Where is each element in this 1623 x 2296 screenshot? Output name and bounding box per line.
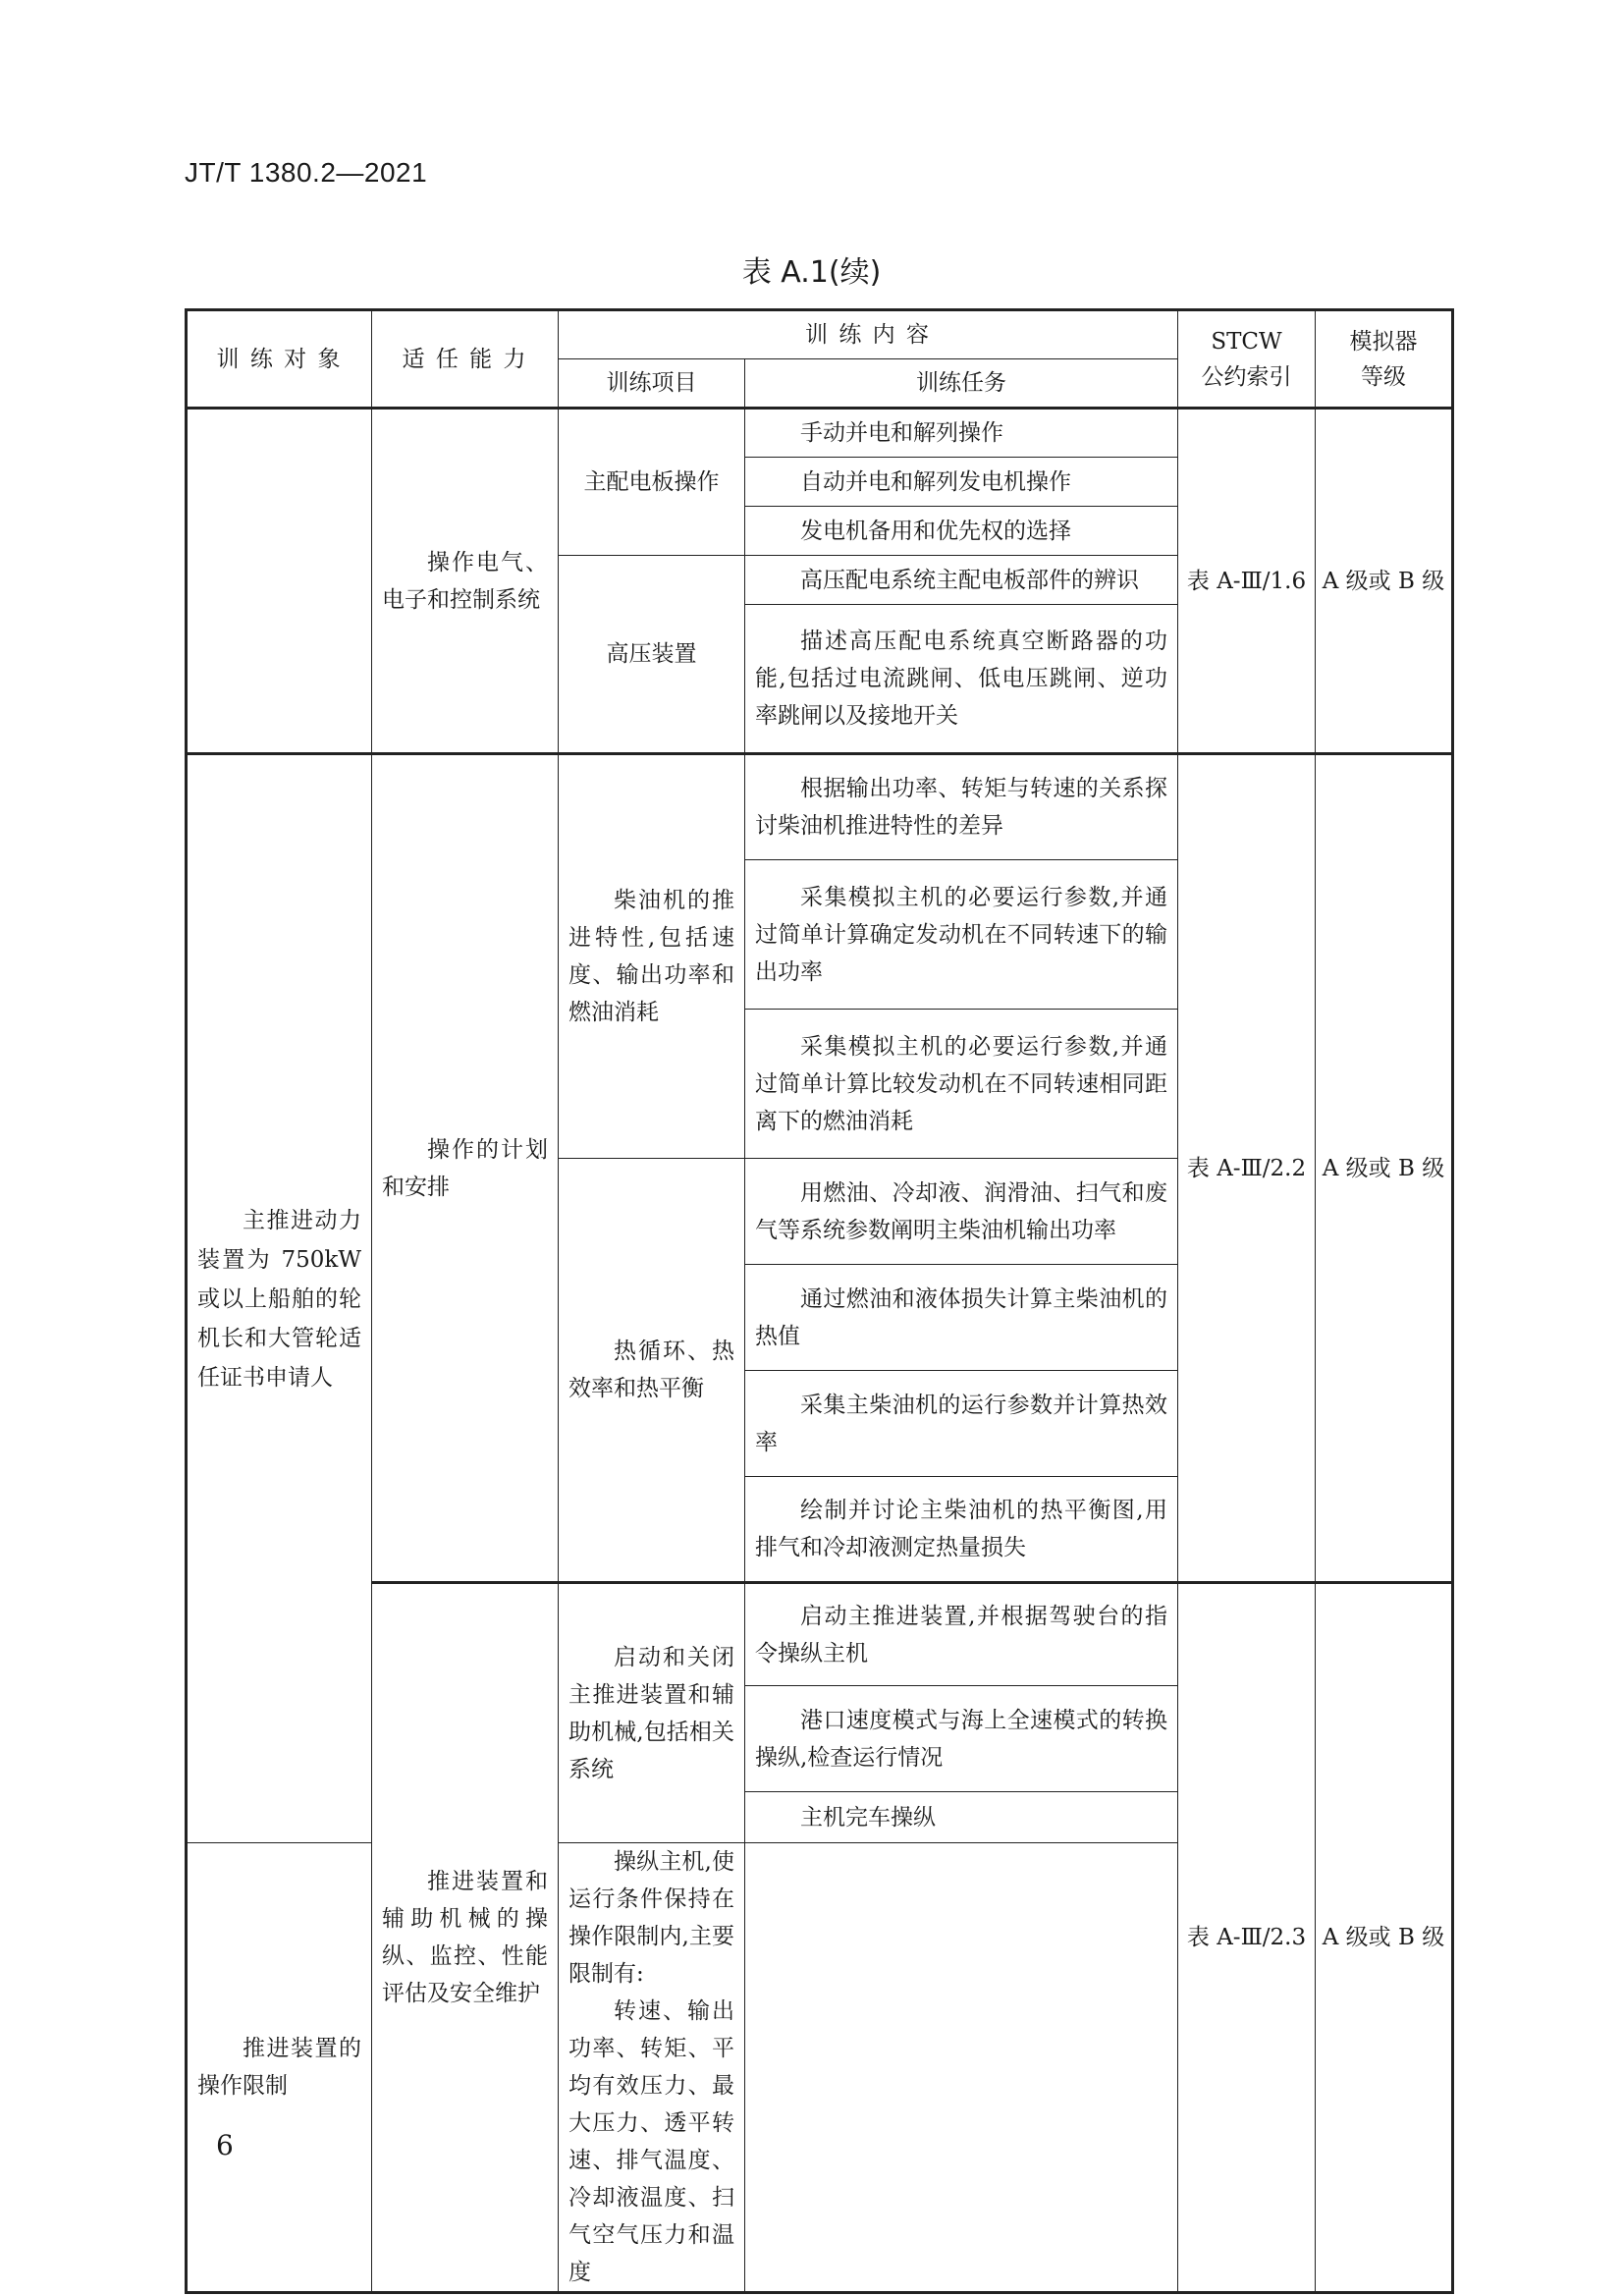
task-cell: 采集主柴油机的运行参数并计算热效率	[745, 1371, 1178, 1477]
object-cell: 主推进动力装置为 750kW 或以上船舶的轮机长和大管轮适任证书申请人	[187, 754, 372, 1843]
grade-cell: A 级或 B 级	[1316, 754, 1453, 1583]
header-task: 训练任务	[745, 359, 1178, 409]
object-cell-empty	[187, 409, 372, 754]
stcw-cell: 表 A-Ⅲ/2.2	[1178, 754, 1316, 1583]
task-line: 转速、输出功率、转矩、平均有效压力、最大压力、透平转速、排气温度、冷却液温度、扫气空气压力和温度	[568, 1998, 734, 2285]
task-cell: 港口速度模式与海上全速模式的转换操纵,检查运行情况	[745, 1686, 1178, 1792]
task-cell: 通过燃油和液体损失计算主柴油机的热值	[745, 1265, 1178, 1371]
task-cell: 启动主推进装置,并根据驾驶台的指令操纵主机	[745, 1583, 1178, 1686]
task-cell: 用燃油、冷却液、润滑油、扫气和废气等系统参数阐明主柴油机输出功率	[745, 1159, 1178, 1265]
grade-cell: A 级或 B 级	[1316, 1583, 1453, 2293]
task-cell: 根据输出功率、转矩与转速的关系探讨柴油机推进特性的差异	[745, 754, 1178, 860]
task-cell: 高压配电系统主配电板部件的辨识	[745, 556, 1178, 605]
training-table	[185, 308, 1454, 2294]
task-cell: 采集模拟主机的必要运行参数,并通过简单计算比较发动机在不同转速相同距离下的燃油消耗	[745, 1010, 1178, 1159]
stcw-cell: 表 A-Ⅲ/2.3	[1178, 1583, 1316, 2293]
header-content: 训 练 内 容	[559, 310, 1178, 359]
header-object: 训 练 对 象	[187, 310, 372, 409]
page-number: 6	[216, 2129, 234, 2161]
header-stcw: STCW 公约索引	[1178, 310, 1316, 409]
task-cell: 采集模拟主机的必要运行参数,并通过简单计算确定发动机在不同转速下的输出功率	[745, 860, 1178, 1010]
item-cell: 主配电板操作	[559, 409, 745, 556]
item-cell: 柴油机的推进特性,包括速度、输出功率和燃油消耗	[559, 754, 745, 1159]
header-simulator: 模拟器 等级	[1316, 310, 1453, 409]
header-item: 训练项目	[559, 359, 745, 409]
item-cell: 推进装置的操作限制	[187, 1843, 372, 2293]
grade-cell: A 级或 B 级	[1316, 409, 1453, 754]
task-cell: 自动并电和解列发电机操作	[745, 458, 1178, 507]
competence-cell: 操作电气、电子和控制系统	[372, 409, 559, 754]
competence-cell: 操作的计划和安排	[372, 754, 559, 1583]
item-cell: 启动和关闭主推进装置和辅助机械,包括相关系统	[559, 1583, 745, 1843]
task-cell: 手动并电和解列操作	[745, 409, 1178, 458]
item-cell: 高压装置	[559, 556, 745, 754]
task-cell: 发电机备用和优先权的选择	[745, 507, 1178, 556]
task-line: 操纵主机,使运行条件保持在操作限制内,主要限制有:	[568, 1849, 734, 1987]
task-cell: 绘制并讨论主柴油机的热平衡图,用排气和冷却液测定热量损失	[745, 1477, 1178, 1583]
task-cell: 主机完车操纵	[745, 1792, 1178, 1843]
table-title: 表 A.1(续)	[741, 255, 882, 290]
header-competence: 适 任 能 力	[372, 310, 559, 409]
competence-cell: 推进装置和辅助机械的操纵、监控、性能评估及安全维护	[372, 1583, 559, 2293]
task-cell	[559, 1843, 745, 2293]
stcw-cell: 表 A-Ⅲ/1.6	[1178, 409, 1316, 754]
item-cell: 热循环、热效率和热平衡	[559, 1159, 745, 1583]
task-cell: 描述高压配电系统真空断路器的功能,包括过电流跳闸、低电压跳闸、逆功率跳闸以及接地开关	[745, 605, 1178, 754]
document-code: JT/T 1380.2—2021	[185, 157, 428, 188]
